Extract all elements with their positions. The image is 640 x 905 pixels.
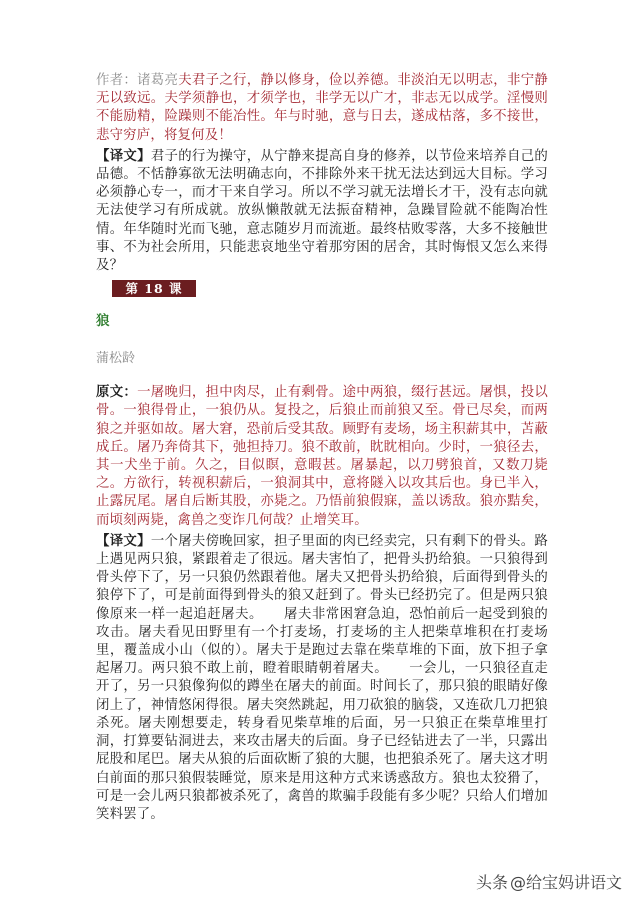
spacer (96, 366, 548, 383)
author-prefix: 作者： (96, 73, 138, 88)
watermark (476, 870, 622, 893)
poem-title: 狼 (96, 313, 110, 330)
translation-text: 君子的行为操守，从宁静来提高自身的修养，以节俭来培养自己的品德。不恬静寡欲无法明确志向，不排除外来干扰无法达到远大目标。学习必须静心专一，而才干来自学习。所以不学习就无法增长才干，没有志向就无法使学习有所成就。放纵懒散就无法振奋精神，急躁冒险就不能陶冶性情。年华随时光而飞驰，意志随岁月而流逝。最终枯败零落，大多不接触世事、不为社会所用，只能悲哀地坐守着那穷困的居舍，其时悔恨又怎么来得及？ (96, 148, 548, 274)
translation-label: 【译文】 (96, 532, 151, 549)
section2-original-paragraph (96, 383, 548, 530)
watermark-source: 头条 (475, 873, 508, 892)
section1-original-paragraph (96, 72, 548, 145)
section1-translation-paragraph (96, 147, 548, 275)
poem-author: 蒲松龄 (96, 351, 136, 367)
lesson-badge: 第 18 课 (112, 280, 196, 297)
lesson-badge-row (96, 275, 548, 301)
original-text: 夫君子之行，静以修身，俭以养德。非淡泊无以明志，非宁静无以致远。夫学须静也，才须学也，非学无以广才，非志无以成学。淫慢则不能励精，险躁则不能冶性。年与时驰，意与日去，遂成枯落，多不接世，悲守穷庐，将复何及！ (96, 73, 548, 143)
original-text: 一屠晚归，担中肉尽，止有剩骨。途中两狼，缀行甚远。屠惧，投以骨。一狼得骨止，一狼仍从。复投之，后狼止而前狼又至。骨已尽矣，而两狼之并驱如故。屠大窘，恐前后受其敌。顾野有麦场，场主积薪其中，苫蔽成丘。屠乃奔倚其下，弛担持刀。狼不敢前，眈眈相向。少时，一狼径去，其一犬坐于前。久之，目似瞑，意暇甚。屠暴起，以刀劈狼首，又数刀毙之。方欲行，转视积薪后，一狼洞其中，意将隧入以攻其后也。身已半入，止露尻尾。屠自后断其股，亦毙之。乃悟前狼假寐，盖以诱敌。狼亦黠矣，而顷刻两毙，禽兽之变诈几何哉？止增笑耳。 (96, 385, 548, 528)
section2-translation-paragraph (96, 532, 548, 824)
author-name: 诸葛亮 (137, 73, 179, 88)
translation-text: 一个屠夫傍晚回家，担子里面的肉已经卖完，只有剩下的骨头。路上遇见两只狼，紧跟着走了很远。屠夫害怕了，把骨头扔给狼。一只狼得到骨头停下了，另一只狼仍然跟着他。屠夫又把骨头扔给狼，后面得到骨头的狼停下了，可是前面得到骨头的狼又赶到了。骨头已经扔完了。但是两只狼像原来一样一起追赶屠夫。 屠夫非常困窘急迫，恐怕前后一起受到狼的攻击。屠夫看见田野里有一个打麦场，打麦场的主人把柴草堆积在打麦场里，覆盖成小山（似的）。屠夫于是跑过去靠在柴草堆的下面，放下担子拿起屠刀。两只狼不敢上前，瞪着眼睛朝着屠夫。 一会儿，一只狼径直走开了，另一只狼像狗似的蹲坐在屠夫的前面。时间长了，那只狼的眼睛好像闭上了，神情悠闲得很。屠夫突然跳起，用刀砍狼的脑袋，又连砍几刀把狼杀死。屠夫刚想要走，转身看见柴草堆的后面，另一只狼正在柴草堆里打洞，打算要钻洞进去，来攻击屠夫的后面。身子已经钻进去了一半，只露出屁股和尾巴。屠夫从狼的后面砍断了狼的大腿，也把狼杀死了。屠夫这才明白前面的那只狼假装睡觉，原来是用这种方式来诱惑敌方。狼也太狡猾了，可是一会儿两只狼都被杀死了，禽兽的欺骗手段能有多少呢？只给人们增加笑料罢了。 (96, 533, 548, 822)
translation-label: 【译文】 (96, 147, 151, 164)
original-label: 原文： (96, 384, 138, 401)
watermark-handle: @给宝妈讲语文 (509, 873, 622, 892)
document-page (96, 72, 548, 824)
